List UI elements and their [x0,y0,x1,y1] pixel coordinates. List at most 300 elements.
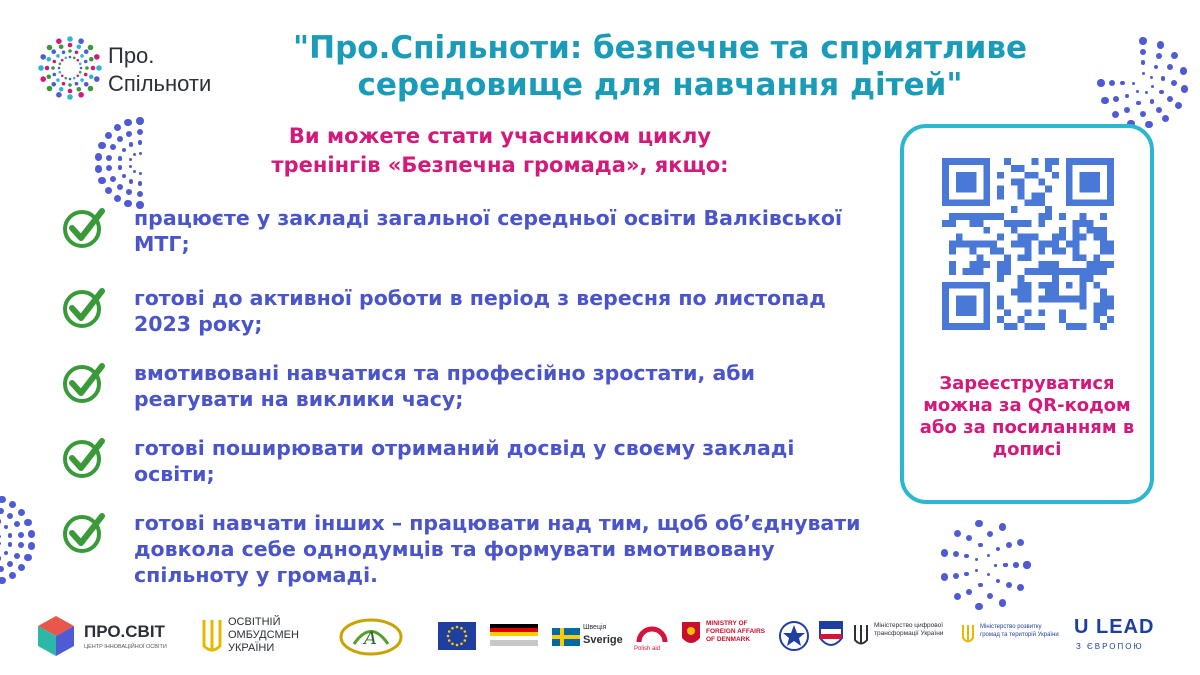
qr-module [1052,247,1059,254]
logo-dot [47,45,53,51]
logo-dot [40,76,46,82]
qr-module [1052,261,1059,268]
qr-module [1086,261,1093,268]
logo-dot [51,66,55,70]
qr-module [1011,220,1018,227]
qr-module [1059,316,1066,323]
mintsyfra-logo [852,622,952,652]
decorative-dot [28,530,36,538]
decorative-dot [0,577,6,585]
partner-logos-footer [0,608,1200,668]
logo-dot [56,38,62,44]
eu-star [447,635,450,638]
qr-module [1100,213,1107,220]
star-emblem-icon [778,620,810,652]
qr-module [976,220,983,227]
eu-star [448,630,451,633]
logo-dot [88,45,94,51]
ulead-subtitle: З ЄВРОПОЮ [1076,642,1144,651]
logo-dot [45,66,50,71]
decorative-dot [118,165,123,170]
qr-module [1004,268,1011,275]
qr-module [1107,247,1114,254]
eu-stars-icon [438,622,476,650]
decorative-dot [24,519,32,527]
qr-module [1052,234,1059,241]
decorative-dot [9,501,17,509]
decorative-dot [139,152,142,155]
decorative-dot [1154,65,1159,70]
decorative-dot [0,542,1,545]
decorative-dot [95,165,103,173]
decorative-dot [1003,563,1008,568]
qr-module [997,302,1004,309]
qr-module [997,192,1004,199]
decorative-dot [999,523,1007,531]
qr-module [1038,296,1045,303]
logo-dot [94,54,100,60]
wreath-emblem-icon [336,614,406,660]
decorative-dot [9,572,17,580]
decorative-dot [7,513,13,519]
qr-module [1018,282,1025,289]
checkmark-icon [62,510,106,554]
eu-star [463,639,466,642]
qr-module [1107,302,1114,309]
qr-module [1073,323,1080,330]
qr-module [956,296,977,317]
qr-module [1004,220,1011,227]
logo-dot [96,65,102,71]
qr-module [949,220,956,227]
qr-module [1011,227,1018,234]
svg-text:A: A [364,628,377,649]
decorative-dot [137,129,143,135]
qr-module [997,296,1004,303]
logo-dot [84,82,89,87]
decorative-dot [1136,90,1139,93]
decorative-dot [110,144,116,150]
decorative-dot [1142,72,1145,75]
qr-module [1038,199,1045,206]
decorative-dot [129,142,134,147]
qr-module [1100,247,1107,254]
qr-module [1066,282,1073,289]
decorative-dot [1013,562,1019,568]
decorative-dot [964,572,969,577]
logo-dot [56,92,62,98]
subtitle [150,122,850,180]
qr-module [1018,192,1025,199]
minregion-logo [960,622,1060,652]
minregion-name: Міністерство розвитку громад та територій України [980,624,1059,638]
qr-module [1100,302,1107,309]
ombudsman-logo [200,614,320,664]
qr-module [1025,199,1032,206]
decorative-dot [1145,121,1153,129]
qr-module [1038,323,1045,330]
trident-icon [960,622,976,646]
decorative-dot [1124,107,1130,113]
qr-module [1073,220,1080,227]
qr-module [1100,323,1107,330]
eu-flag-logo [438,622,476,650]
logo-dot [64,77,67,80]
logo-dot [89,75,94,80]
qr-module [997,172,1004,179]
qr-module [997,234,1004,241]
checkmark-icon [62,285,106,329]
decorative-dot [1151,85,1154,88]
decorative-dot [1023,561,1031,569]
logo-dot [89,57,94,62]
qr-module [1031,323,1038,330]
eu-star [460,642,463,645]
polish-aid-icon [634,616,670,644]
logo-dot [69,56,72,59]
qr-module [942,220,949,227]
logo-dot [73,57,76,60]
qr-module [949,261,956,268]
qr-module [976,254,983,261]
qr-module [1025,309,1032,316]
qr-module [1093,282,1100,289]
qr-module [1059,227,1066,234]
logo-dot [68,49,72,53]
decorative-dot [1017,539,1025,547]
logo-dot [59,71,62,74]
decorative-dot [28,542,36,550]
ombudsman-name: ОСВІТНІЙ ОМБУДСМЕН УКРАЇНИ [228,616,299,654]
logo-dot [56,78,60,82]
logo-dot [84,73,88,77]
brand-line2: Спільноти [108,71,212,96]
logo-dot [79,71,82,74]
qr-module [1080,323,1087,330]
decorative-dot [106,165,112,171]
decorative-dot [941,549,949,557]
logo-dot [88,86,94,92]
qr-module [963,268,970,275]
qr-module [1011,206,1018,213]
logo-dot [56,54,60,58]
decorative-dot [133,153,136,156]
decorative-dot [1139,37,1147,45]
decorative-dot [1167,96,1173,102]
qr-module [1093,316,1100,323]
qr-module [1018,165,1025,172]
qr-module [990,247,997,254]
decorative-dot [1150,76,1153,79]
logo-dot [46,57,51,62]
qr-module [990,213,997,220]
qr-module [1052,241,1059,248]
eu-star [456,644,459,647]
decorative-dot [987,593,993,599]
qr-module [976,213,983,220]
qr-module [1073,227,1080,234]
decorative-dot [1006,582,1012,588]
decorative-dot [0,519,1,524]
decorative-dot [117,184,123,190]
trident-icon [200,616,224,656]
eu-star [451,642,454,645]
decorative-dot [978,583,983,588]
decorative-dot [1120,81,1125,86]
decorative-dot [126,189,132,195]
logo-dot [68,43,73,48]
decorative-dot [24,554,32,562]
qr-module [1093,254,1100,261]
decorative-dot [18,532,24,538]
qr-module [1031,234,1038,241]
logo-dot [76,74,79,77]
decorative-dot [105,187,113,195]
qr-module [1107,241,1114,248]
sverige-top: Швеція [583,624,607,631]
decorative-dot [14,521,20,527]
logo-dot [47,86,53,92]
logo-dot [75,50,79,54]
sverige-name: Sverige [583,634,623,646]
prosvit-logo [36,614,186,664]
logo-dot [78,92,84,98]
qr-module [949,268,956,275]
decorative-dot [966,535,972,541]
qr-module [1100,241,1107,248]
logo-dot [67,36,73,42]
decorative-dot [964,554,969,559]
qr-module [1011,241,1018,248]
decorative-dot [996,547,1001,552]
logo-dot [38,65,44,71]
qr-module [1031,268,1038,275]
qr-module [1100,227,1107,234]
qr-module [1045,241,1052,248]
qr-module [1093,234,1100,241]
qr-module [1045,282,1052,289]
decorative-dot [18,564,26,572]
decorative-dot [1180,67,1188,75]
qr-module [1080,220,1087,227]
polish-aid-name: Polish aid [634,646,661,652]
qr-module [1025,289,1032,296]
qr-module [1025,234,1032,241]
logo-dot [94,76,100,82]
qr-module [1025,282,1032,289]
trident-icon [852,622,870,648]
qr-module [1031,172,1038,179]
qr-module [1011,323,1018,330]
decorative-dot [133,170,136,173]
list-item-text: готові до активної роботи в період з вересня по листопад 2023 року; [134,286,826,336]
qr-module [983,227,990,234]
qr-module [1073,254,1080,261]
qr-module [1018,275,1025,282]
decorative-dot [1171,80,1177,86]
decorative-dot [953,573,959,579]
qr-module [1059,309,1066,316]
logo-dot [78,38,84,44]
decorative-dot [1175,102,1183,110]
list-item [62,205,892,285]
qr-module [1038,282,1045,289]
decorative-dot [106,155,112,161]
page-title: "Про.Спільноти: безпечне та сприятливе середовище для навчання дітей" [292,30,1028,103]
decorative-dot [1181,85,1189,93]
ulead-logo [1074,616,1174,658]
decorative-dot [975,520,983,528]
qr-module [1107,296,1114,303]
qr-module [1025,268,1032,275]
qr-module [956,213,963,220]
qr-module [1018,296,1025,303]
qr-module [1086,268,1093,275]
decorative-dot [136,117,144,125]
decorative-dot [118,156,123,161]
qr-module [1093,268,1100,275]
decorative-dot [1167,64,1173,70]
decorative-dot [126,131,132,137]
qr-module [949,241,956,248]
qr-module [963,213,970,220]
checkmark-icon [62,205,106,249]
qr-module [1045,296,1052,303]
qr-module [997,213,1004,220]
decorative-dot [117,136,123,142]
logo-dot [64,57,67,60]
coat-of-arms-icon [680,620,702,648]
qr-module [1031,158,1038,165]
decorative-dot [1159,90,1164,95]
decorative-dot [14,553,20,559]
decorative-dot [1125,94,1130,99]
decorative-dot [987,554,990,557]
qr-module [1038,213,1045,220]
subtitle-line1: Ви можете стати учасником циклу [288,124,712,148]
qr-module [1093,227,1100,234]
qr-module [1080,234,1087,241]
qr-module [976,241,983,248]
qr-module [970,241,977,248]
qr-module [1025,241,1032,248]
logo-dot [68,83,72,87]
decorative-dot [0,556,1,561]
list-item [62,285,892,360]
eu-star [463,630,466,633]
list-item-text: готові навчати інших – працювати над тим, щоб об’єднувати довкола себе однодумців та формувати вмотивовану спільноту у громаді. [134,511,861,587]
polish-aid-logo [634,616,670,660]
qr-module [1045,289,1052,296]
qr-module [1059,234,1066,241]
qr-module [956,241,963,248]
qr-module [976,261,983,268]
logo-dot [52,73,56,77]
logo-dot [52,60,56,64]
logo-dot [59,62,62,65]
qr-module [1004,323,1011,330]
qr-module [1025,296,1032,303]
qr-module [1018,289,1025,296]
denmark-name: MINISTRY OF FOREIGN AFFAIRS OF DENMARK [706,620,765,643]
qr-module [1018,179,1025,186]
qr-module [997,247,1004,254]
decorative-dot [1161,76,1166,81]
qr-code-icon[interactable] [942,158,1114,330]
qr-module [1045,213,1052,220]
qr-module [1080,213,1087,220]
qr-module [1004,261,1011,268]
decorative-dot [4,551,9,556]
qr-module [1018,186,1025,193]
qr-module [1011,165,1018,172]
qr-module [1066,323,1073,330]
denmark-logo [680,618,770,658]
decorative-dot [1150,99,1155,104]
qr-module [1100,261,1107,268]
qr-module [1086,220,1093,227]
list-item-text: вмотивовані навчатися та професійно зростати, аби реагувати на виклики часу; [134,361,755,411]
decorative-dot [0,496,6,504]
eu-star [456,626,459,629]
qr-module [1025,172,1032,179]
decorative-dot [1132,82,1135,85]
qr-module [1052,172,1059,179]
list-item [62,510,892,600]
qr-module [1086,227,1093,234]
qr-module [1038,309,1045,316]
decorative-dot [139,172,142,175]
decorative-dot [966,589,972,595]
decorative-dot [941,573,949,581]
qr-module [1031,192,1038,199]
ulead-name: U LEAD [1074,616,1155,638]
decorative-dot [1017,584,1025,592]
logo-dot [62,82,66,86]
qr-module [1100,289,1107,296]
qr-module [1038,220,1045,227]
qr-module [997,186,1004,193]
qr-module [1059,247,1066,254]
logo-dot [84,60,88,64]
qr-card [900,124,1154,504]
qr-module [1004,158,1011,165]
logo-dot [76,59,79,62]
decorative-dots-bottom-left [0,495,60,585]
decorative-dot [129,165,132,168]
decorative-dot [0,566,4,572]
qr-module [970,261,977,268]
decorative-dot [137,191,143,197]
qr-module [1045,261,1052,268]
logo-dot [79,62,82,65]
decorative-dot [1171,52,1179,60]
decorative-dot [114,124,122,132]
qr-module [1025,254,1032,261]
qr-module [1059,213,1066,220]
decorative-dot [1162,115,1170,123]
decorative-dot [0,508,4,514]
qr-module [997,275,1004,282]
qr-module [1018,241,1025,248]
decorative-dot [4,525,9,530]
logo-dot [80,67,83,70]
qr-module [1018,316,1025,323]
logo-dot [75,82,79,86]
qr-module [1018,234,1025,241]
decorative-dot [1156,107,1162,113]
qr-module [990,241,997,248]
